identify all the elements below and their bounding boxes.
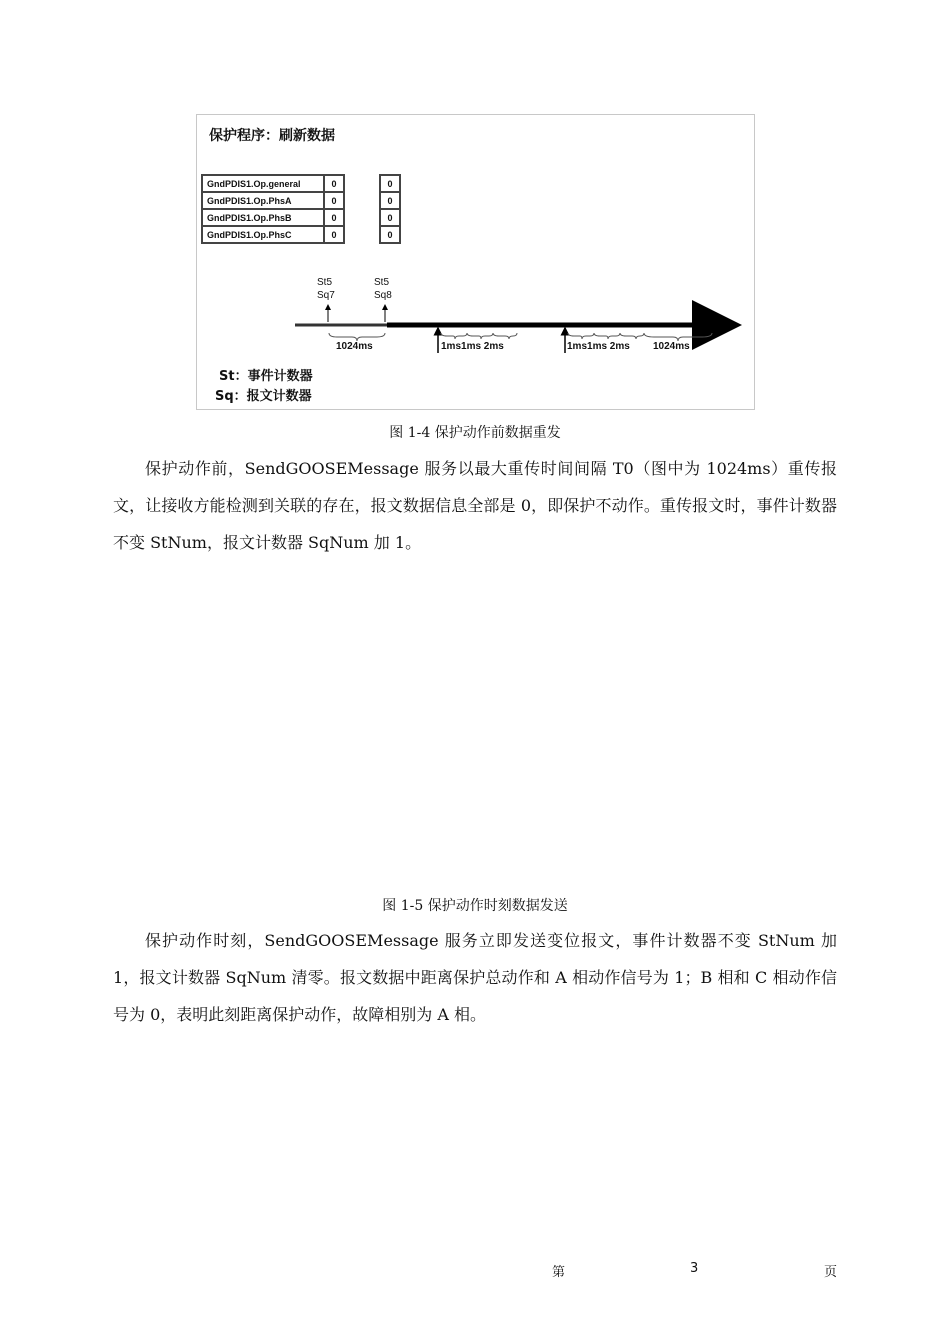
footer-page-suffix: 页: [824, 1265, 838, 1280]
table-row: [202, 192, 400, 209]
register-value-before: 0: [324, 209, 344, 226]
table-gap: [344, 226, 380, 243]
register-value-before: 0: [324, 175, 344, 192]
paragraph: 保护动作前，SendGOOSEMessage 服务以最大重传时间间隔 T0（图中为 1024ms）重传报文，让接收方能检测到关联的存在，报文数据信息全部是 0，即保护不动作。重传报文时，事件计数器不变 StNum，报文计数器 SqNum 加 1。: [113, 459, 837, 552]
footer-page-number: 3: [690, 1261, 699, 1276]
marker-st-label: St5: [317, 277, 333, 288]
brace-3b: [594, 333, 620, 339]
footer-page-prefix: 第: [552, 1265, 566, 1280]
register-name: GndPDIS1.Op.general: [202, 175, 324, 192]
marker-st-label: St5: [374, 277, 390, 288]
interval-label: 1ms1ms 2ms: [441, 341, 504, 352]
brace-2a: [441, 333, 467, 339]
register-value-after: 0: [380, 209, 400, 226]
table-row: [202, 209, 400, 226]
interval-label: 1024ms: [336, 341, 373, 352]
table-row: [202, 175, 400, 192]
table-gap: [344, 175, 380, 192]
paragraph: 保护动作时刻，SendGOOSEMessage 服务立即发送变位报文，事件计数器不变 StNum 加 1，报文计数器 SqNum 清零。报文数据中距离保护总动作和 A 相动作信号为 1；B 相和 C 相动作信号为 0，表明此刻距离保护动作，故障相别为 A 相。: [113, 931, 837, 1024]
register-name: GndPDIS1.Op.PhsA: [202, 192, 324, 209]
marker-sq-label: Sq8: [374, 290, 392, 301]
interval-label: 1024ms: [653, 341, 690, 352]
brace-3c: [620, 333, 644, 339]
register-name: GndPDIS1.Op.PhsB: [202, 209, 324, 226]
register-value-before: 0: [324, 226, 344, 243]
figure-caption: 图 1-4 保护动作前数据重发: [389, 425, 561, 441]
marker-sq-label: Sq7: [317, 290, 335, 301]
register-value-after: 0: [380, 175, 400, 192]
brace-1: [329, 333, 385, 341]
legend-sq: Sq：报文计数器: [215, 389, 312, 404]
register-value-before: 0: [324, 192, 344, 209]
legend-st: St：事件计数器: [219, 369, 313, 384]
register-value-after: 0: [380, 192, 400, 209]
brace-3a: [568, 333, 594, 339]
table-gap: [344, 192, 380, 209]
figure-caption: 图 1-5 保护动作时刻数据发送: [382, 898, 568, 914]
brace-2b: [467, 333, 493, 339]
brace-2c: [493, 333, 517, 339]
figure-title: 保护程序：刷新数据: [209, 128, 335, 144]
figure-1-4: [196, 114, 755, 410]
register-table: [201, 174, 401, 244]
register-name: GndPDIS1.Op.PhsC: [202, 226, 324, 243]
register-value-after: 0: [380, 226, 400, 243]
table-row: [202, 226, 400, 243]
interval-label: 1ms1ms 2ms: [567, 341, 630, 352]
brace-4: [644, 333, 712, 341]
table-gap: [344, 209, 380, 226]
